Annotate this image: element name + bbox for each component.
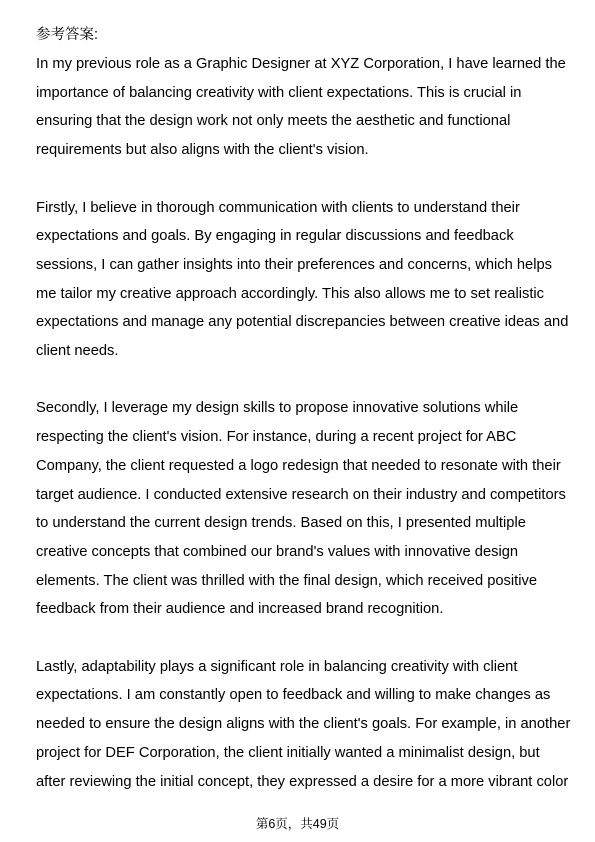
body-text-line: needed to ensure the design aligns with the client's goals. For example, in another: [36, 716, 571, 733]
body-text-line: requirements but also aligns with the client's vision.: [36, 142, 369, 159]
body-text-line: to understand the current design trends. Based on this, I presented multiple: [36, 515, 526, 532]
body-text-line: target audience. I conducted extensive research on their industry and competitors: [36, 486, 566, 503]
body-text-line: project for DEF Corporation, the client initially wanted a minimalist design, but: [36, 744, 540, 761]
body-text-line: me tailor my creative approach accordingly. This also allows me to set realistic: [36, 285, 545, 302]
body-text-line: client needs.: [36, 343, 119, 359]
body-text-line: sessions, I can gather insights into their preferences and concerns, which helps: [36, 256, 552, 273]
body-text-line: elements. The client was thrilled with the final design, which received positive: [36, 572, 537, 589]
body-text-line: creative concepts that combined our brand's values with innovative design: [36, 543, 519, 560]
body-text-line: Company, the client requested a logo redesign that needed to resonate with their: [36, 457, 561, 474]
body-text-line: expectations and goals. By engaging in regular discussions and feedback: [36, 228, 514, 245]
body-text-line: ensuring that the design work not only meets the aesthetic and functional: [36, 113, 511, 130]
body-text-line: expectations and manage any potential discrepancies between creative ideas and: [36, 314, 569, 331]
page-number-footer: 第6页，共49页: [255, 817, 340, 831]
body-text-line: feedback from their audience and increased brand recognition.: [36, 601, 444, 618]
body-text-line: importance of balancing creativity with client expectations. This is crucial in: [36, 84, 522, 101]
body-text-line: after reviewing the initial concept, they expressed a desire for a more vibrant color: [36, 773, 569, 790]
body-text-line: expectations. I am constantly open to feedback and willing to make changes as: [36, 687, 551, 704]
body-text-line: Firstly, I believe in thorough communication with clients to understand their: [36, 199, 520, 216]
body-text-line: Lastly, adaptability plays a significant role in balancing creativity with client: [36, 658, 518, 675]
body-text-line: In my previous role as a Graphic Designer at XYZ Corporation, I have learned the: [36, 56, 566, 72]
answer-heading: 参考答案:: [36, 27, 99, 43]
body-text-line: Secondly, I leverage my design skills to propose innovative solutions while: [36, 400, 519, 417]
body-text-line: respecting the client's vision. For instance, during a recent project for ABC: [36, 429, 517, 446]
